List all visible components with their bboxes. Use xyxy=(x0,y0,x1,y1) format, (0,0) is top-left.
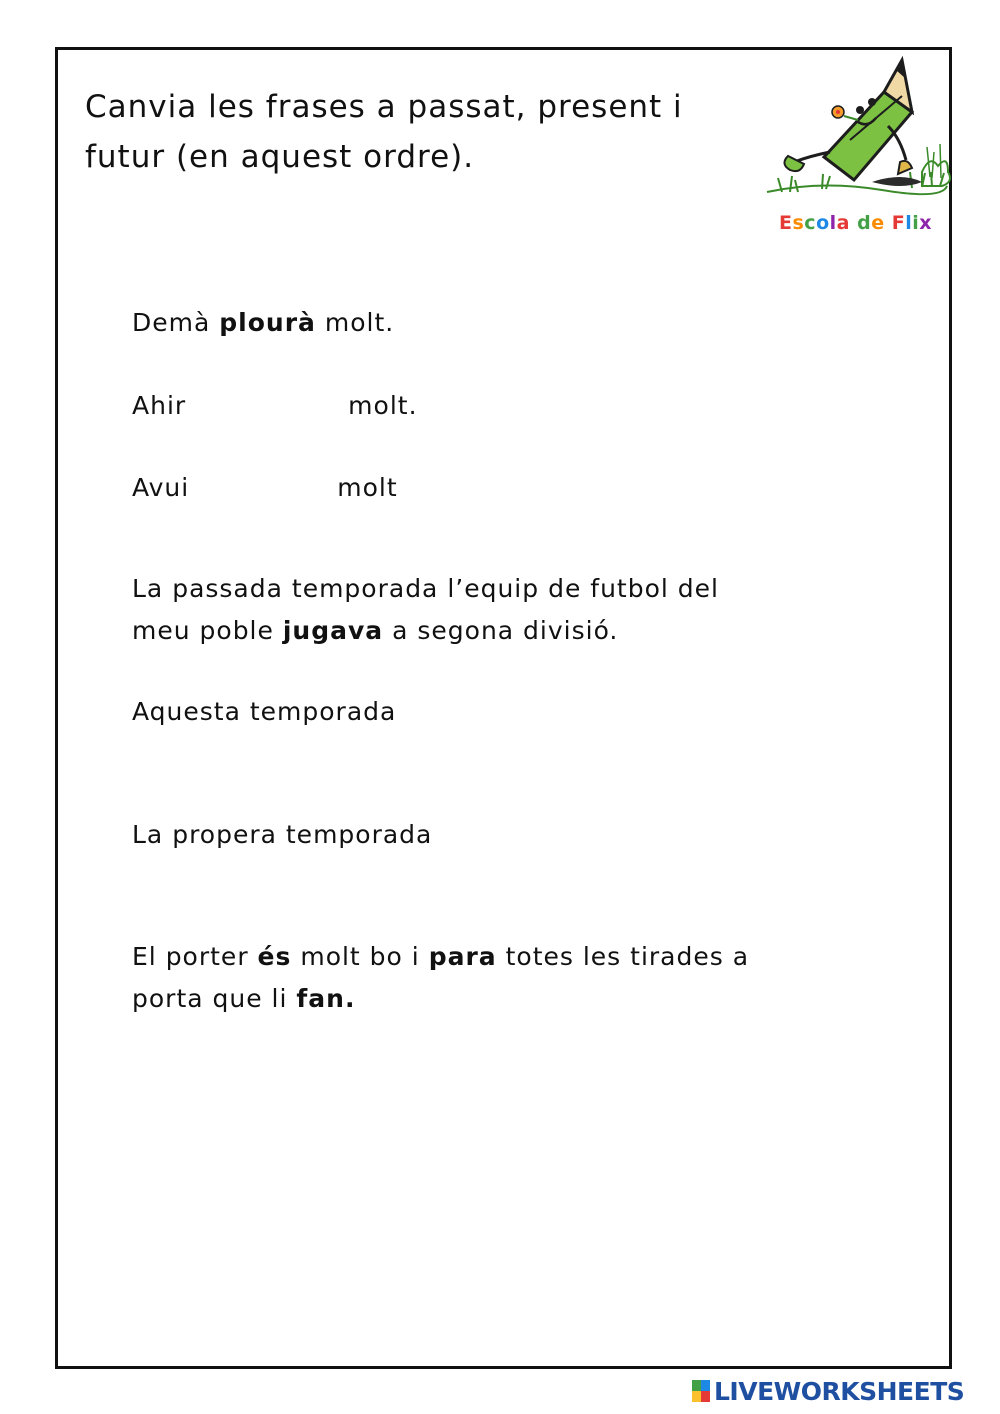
logo-letter: s xyxy=(792,212,805,234)
ex3-text-c: molt bo i xyxy=(291,942,429,971)
ex1-sentence-present xyxy=(132,467,398,509)
ex2-s1-verb: jugava xyxy=(282,616,384,645)
logo-letter: o xyxy=(816,212,830,234)
ex3-verb-1: és xyxy=(257,942,292,971)
ex3-sentence-line1 xyxy=(132,936,749,978)
logo-letter: a xyxy=(836,212,850,234)
logo-square-4 xyxy=(701,1391,710,1402)
logo-letter: E xyxy=(779,212,793,234)
ex2-sentence-present xyxy=(132,691,696,733)
ex2-s1-text-c: a segona divisió. xyxy=(383,616,619,645)
logo-letter: F xyxy=(891,212,906,234)
ex3-text-a: El porter xyxy=(132,942,258,971)
liveworksheets-brand xyxy=(692,1376,964,1406)
ex2-s2-text: Aquesta temporada xyxy=(132,697,397,726)
ex1-s2-text-b: molt. xyxy=(348,391,418,420)
liveworksheets-brand-text: LIVEWORKSHEETS xyxy=(714,1376,965,1406)
ex2-s1-text-a: meu poble xyxy=(132,616,283,645)
ex3-line2-text: porta que li xyxy=(132,984,297,1013)
ex1-s3-text-a: Avui xyxy=(132,473,190,502)
logo-letter: l xyxy=(905,212,913,234)
ex3-sentence-line2 xyxy=(132,978,355,1020)
ex2-s3-text: La propera temporada xyxy=(132,820,433,849)
instruction-line-1: Canvia les frases a passat, present i xyxy=(85,89,683,125)
school-logo xyxy=(762,52,952,242)
instruction-line-2: futur (en aquest ordre). xyxy=(85,139,475,175)
ex1-s2-text-a: Ahir xyxy=(132,391,187,420)
ex1-s1-text-a: Demà xyxy=(132,308,220,337)
logo-letter: c xyxy=(804,212,817,234)
ex3-text-e: totes les tirades a xyxy=(496,942,750,971)
logo-letter: d xyxy=(857,212,872,234)
ex1-s1-text-c: molt. xyxy=(315,308,395,337)
ex2-sentence-line2 xyxy=(132,610,618,652)
logo-letter: i xyxy=(912,212,920,234)
logo-square-3 xyxy=(692,1391,701,1402)
logo-letter: e xyxy=(871,212,885,234)
pencil-mascot-icon xyxy=(762,52,952,212)
school-logo-text xyxy=(779,212,932,234)
ex1-sentence-past xyxy=(132,385,418,427)
ex1-s3-text-b: molt xyxy=(337,473,398,502)
logo-letter xyxy=(885,212,892,234)
liveworksheets-logo-icon xyxy=(692,1380,710,1402)
ex3-verb-3: fan. xyxy=(296,984,356,1013)
ex1-sentence-future xyxy=(132,302,394,344)
ex1-s1-verb: plourà xyxy=(219,308,316,337)
logo-square-2 xyxy=(701,1380,710,1391)
ex2-sentence-future xyxy=(132,814,732,856)
logo-letter: l xyxy=(829,212,837,234)
logo-square-1 xyxy=(692,1380,701,1391)
logo-letter: x xyxy=(919,212,932,234)
ex2-s1-line1: La passada temporada l’equip de futbol del xyxy=(132,574,719,603)
ex3-verb-2: para xyxy=(428,942,497,971)
ex2-sentence-line1 xyxy=(132,568,719,610)
instruction-title xyxy=(85,82,785,182)
